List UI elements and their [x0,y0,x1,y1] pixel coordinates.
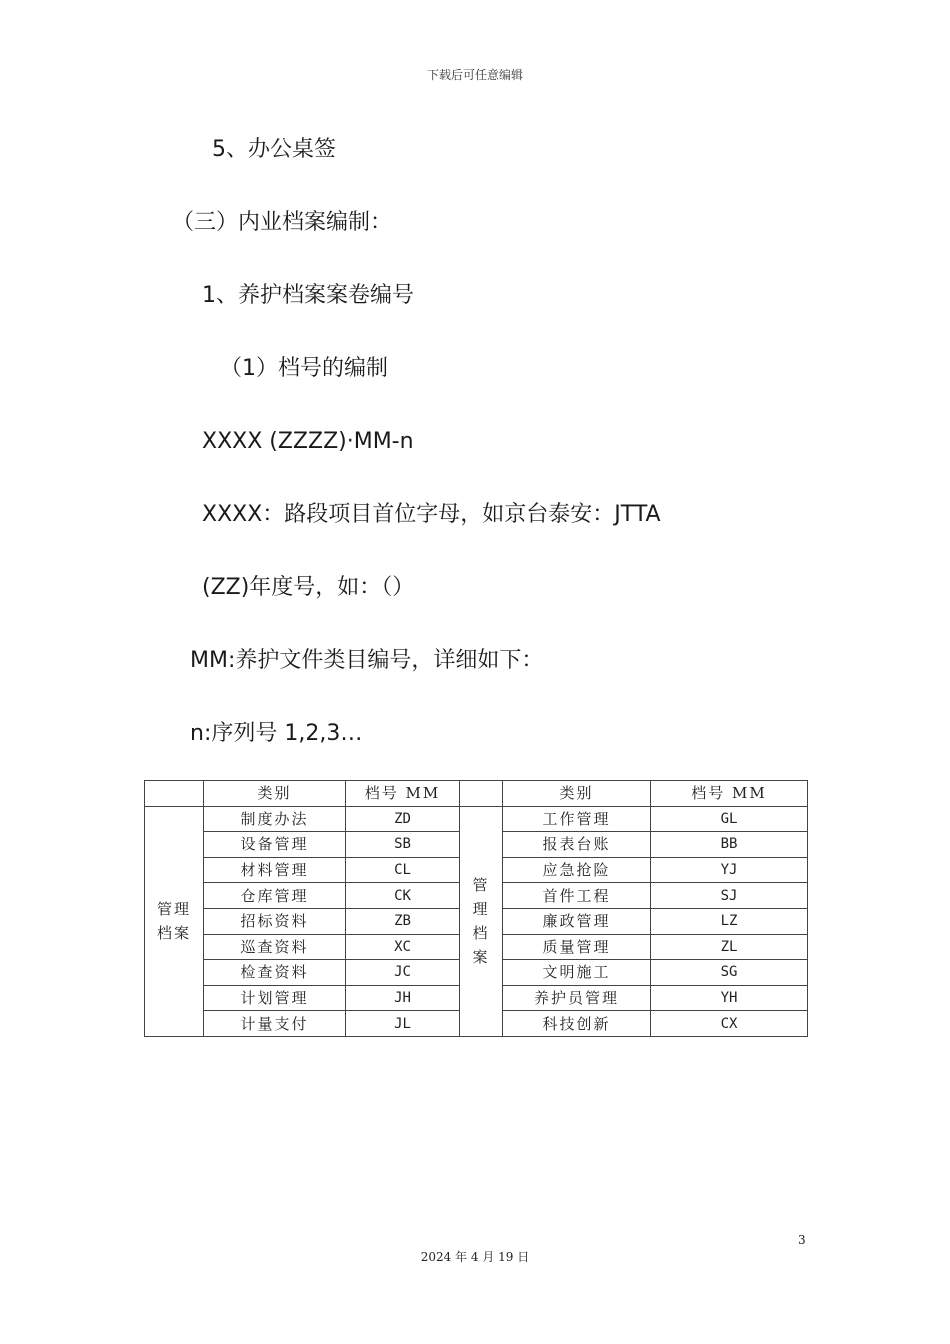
code-cell-right: SJ [651,883,808,909]
format-line: XXXX (ZZZZ)·MM-n [202,429,414,454]
category-cell-left: 制度办法 [204,806,346,832]
code-cell-right: YH [651,985,808,1011]
year-description: (ZZ)年度号，如：（） [202,575,415,600]
header-code-right: 档号 MM [651,781,808,807]
section-heading: （三）内业档案编制： [172,210,393,235]
category-cell-right: 报表台账 [503,832,651,858]
heading-desk-sign: 5、办公桌签 [212,137,336,162]
category-cell-left: 材料管理 [204,857,346,883]
code-cell-right: LZ [651,908,808,934]
table-header-row [145,781,808,807]
category-cell-left: 检查资料 [204,960,346,986]
category-cell-left: 计划管理 [204,985,346,1011]
mm-description: MM:养护文件类目编号，详细如下： [190,648,544,673]
category-cell-left: 仓库管理 [204,883,346,909]
category-cell-right: 应急抢险 [503,857,651,883]
header-category-left: 类别 [204,781,346,807]
page-number: 3 [798,1233,806,1247]
code-cell-right: GL [651,806,808,832]
page-header: 下载后可任意编辑 [426,68,523,82]
code-cell-right: YJ [651,857,808,883]
subheading-file-number: （1）档号的编制 [220,356,388,381]
code-cell-left: JL [346,1011,460,1037]
code-cell-right: BB [651,832,808,858]
code-cell-left: JH [346,985,460,1011]
category-cell-left: 招标资料 [204,908,346,934]
code-cell-right: ZL [651,934,808,960]
category-table [144,780,808,1037]
table-row [145,806,808,832]
code-cell-left: JC [346,960,460,986]
xxxx-description: XXXX：路段项目首位字母，如京台泰安：JTTA [202,502,661,527]
category-cell-left: 巡查资料 [204,934,346,960]
group-label-left: 管理 档案 [145,806,204,1036]
code-cell-left: ZB [346,908,460,934]
header-category-right: 类别 [503,781,651,807]
category-cell-right: 科技创新 [503,1011,651,1037]
category-cell-left: 设备管理 [204,832,346,858]
code-cell-left: XC [346,934,460,960]
code-cell-left: SB [346,832,460,858]
category-cell-right: 质量管理 [503,934,651,960]
subheading-numbering: 1、养护档案案卷编号 [202,283,414,308]
code-cell-right: SG [651,960,808,986]
category-cell-right: 文明施工 [503,960,651,986]
code-cell-left: ZD [346,806,460,832]
header-code-left: 档号 MM [346,781,460,807]
code-cell-left: CK [346,883,460,909]
n-description: n:序列号 1,2,3… [190,721,363,746]
category-cell-left: 计量支付 [204,1011,346,1037]
category-cell-right: 廉政管理 [503,908,651,934]
category-cell-right: 首件工程 [503,883,651,909]
footer-date: 2024 年 4 月 19 日 [420,1250,530,1264]
category-cell-right: 养护员管理 [503,985,651,1011]
group-label-right: 管 理 档 案 [460,806,503,1036]
code-cell-left: CL [346,857,460,883]
category-cell-right: 工作管理 [503,806,651,832]
code-cell-right: CX [651,1011,808,1037]
header-empty-left [145,781,204,807]
header-empty-right [460,781,503,807]
